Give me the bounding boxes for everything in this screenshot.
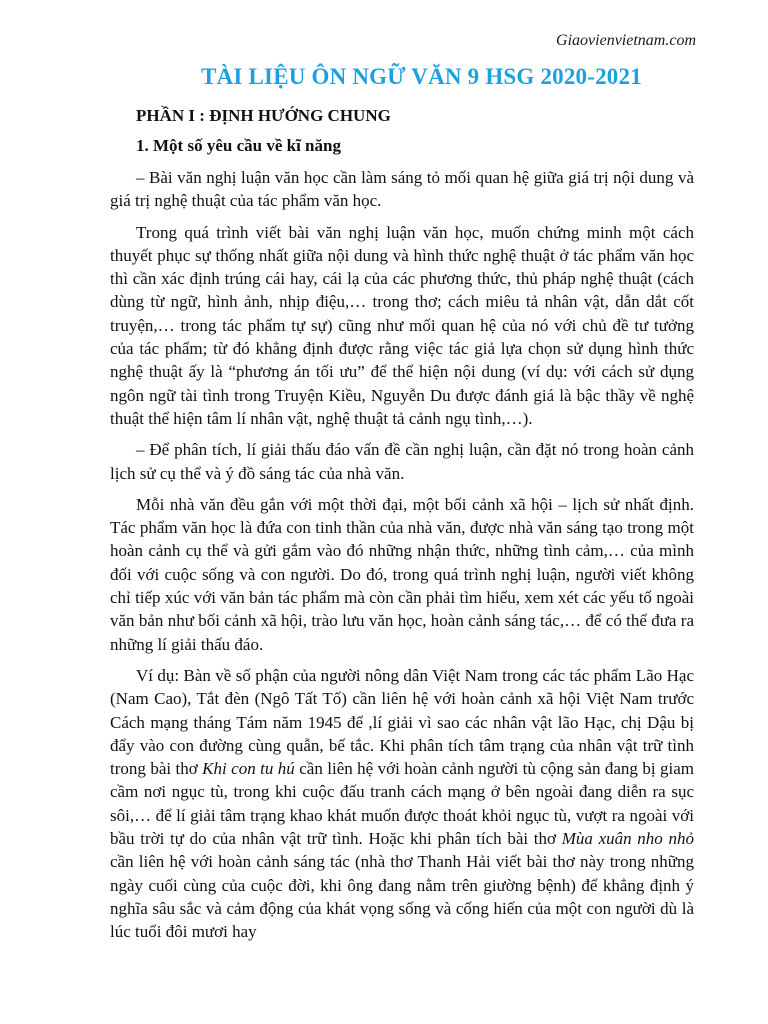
poem-title-mua-xuan-nho-nho: Mùa xuân nho nhỏ (561, 829, 694, 849)
paragraph-5-text-a: Ví dụ: Bàn về số phận của người nông dân Việt Nam trong các tác phẩm Lão Hạc (Nam Cao), Tắt đèn (Ngô Tất Tố) cần liên hệ với hoàn cảnh xã hội Việt Nam trước Cách mạng tháng Tám năm 1945 để ,lí giải vì sao các nhân vật lão Hạc, chị Dậu bị đẩy vào con đường cùng quẫn, bế tắc. Khi phân tích tâm trạng của nhân vật trữ tình trong bài thơ (110, 665, 694, 779)
paragraph-4: Mỗi nhà văn đều gắn với một thời đại, một bối cảnh xã hội – lịch sử nhất định. Tác phẩm văn học là đứa con tinh thần của nhà văn, được nhà văn sáng tạo trong một hoàn cảnh cụ thể và gửi gắm vào đó những nhận thức, những tình cảm,… của mình đối với cuộc sống và con người. Do đó, trong quá trình nghị luận, người viết không chỉ tiếp xúc với văn bản tác phẩm mà còn cần phải tìm hiểu, xem xét các yếu tố ngoài văn bản như bối cảnh xã hội, trào lưu văn học, hoàn cảnh sáng tác,… để có thể đưa ra những lí giải thấu đáo. (110, 494, 694, 654)
paragraph-5-text-c: cần liên hệ với hoàn cảnh người tù cộng sản đang bị giam cầm nơi ngục tù, trong khi cuộc đấu tranh cách mạng ở bên ngoài đang diễn ra sục sôi,… để lí giải tâm trạng khao khát muốn được thoát khỏi ngục tù, vượt ra ngoài với bầu trời tự do của nhân vật trữ tình. Hoặc khi phân tích bài thơ (110, 759, 694, 849)
poem-title-khi-con-tu-hu: Khi con tu hú (202, 759, 295, 779)
paragraph-2: Trong quá trình viết bài văn nghị luận văn học, muốn chứng minh một cách thuyết phục sự thống nhất giữa nội dung và hình thức nghệ thuật ở tác phẩm văn học thì cần xác định trúng cái hay, cái lạ của các phương thức, thủ pháp nghệ thuật (cách dùng từ ngữ, hình ảnh, nhịp điệu,… trong thơ; cách miêu tả nhân vật, dẫn dắt cốt truyện,… trong tác phẩm tự sự) cũng như mối quan hệ của nó với chủ đề tư tưởng của tác phẩm; từ đó khẳng định được rằng việc tác giả lựa chọn sử dụng hình thức nghệ thuật ấy là “phương án tối ưu” để thể hiện nội dung (ví dụ: với cách sử dụng ngôn ngữ tài tình trong Truyện Kiều, Nguyễn Du được đánh giá là bậc thầy về nghệ thuật thể hiện tâm lí nhân vật, nghệ thuật tả cảnh ngụ tình,…). (110, 222, 694, 428)
paragraph-3: – Để phân tích, lí giải thấu đáo vấn đề cần nghị luận, cần đặt nó trong hoàn cảnh lịch sử cụ thể và ý đồ sáng tác của nhà văn. (110, 440, 694, 483)
paragraph-1: – Bài văn nghị luận văn học cần làm sáng tỏ mối quan hệ giữa giá trị nội dung và giá trị nghệ thuật của tác phẩm văn học. (110, 168, 694, 211)
document-body (110, 104, 694, 952)
part-heading: PHẦN I : ĐỊNH HƯỚNG CHUNG (136, 106, 391, 125)
paragraph-5 (110, 664, 694, 944)
site-name: Giaovienvietnam.com (556, 32, 696, 49)
section-heading: 1. Một số yêu cầu về kĩ năng (136, 136, 341, 155)
paragraph-5-text-e: cần liên hệ với hoàn cảnh sáng tác (nhà thơ Thanh Hải viết bài thơ này trong những ngày cuối cùng của cuộc đời, khi ông đang nằm trên giường bệnh) để khẳng định ý nghĩa sâu sắc và cảm động của khát vọng sống và cống hiến của một con người dù là lúc tuổi đôi mươi hay (110, 852, 694, 942)
document-title: TÀI LIỆU ÔN NGỮ VĂN 9 HSG 2020-2021 (201, 64, 642, 89)
